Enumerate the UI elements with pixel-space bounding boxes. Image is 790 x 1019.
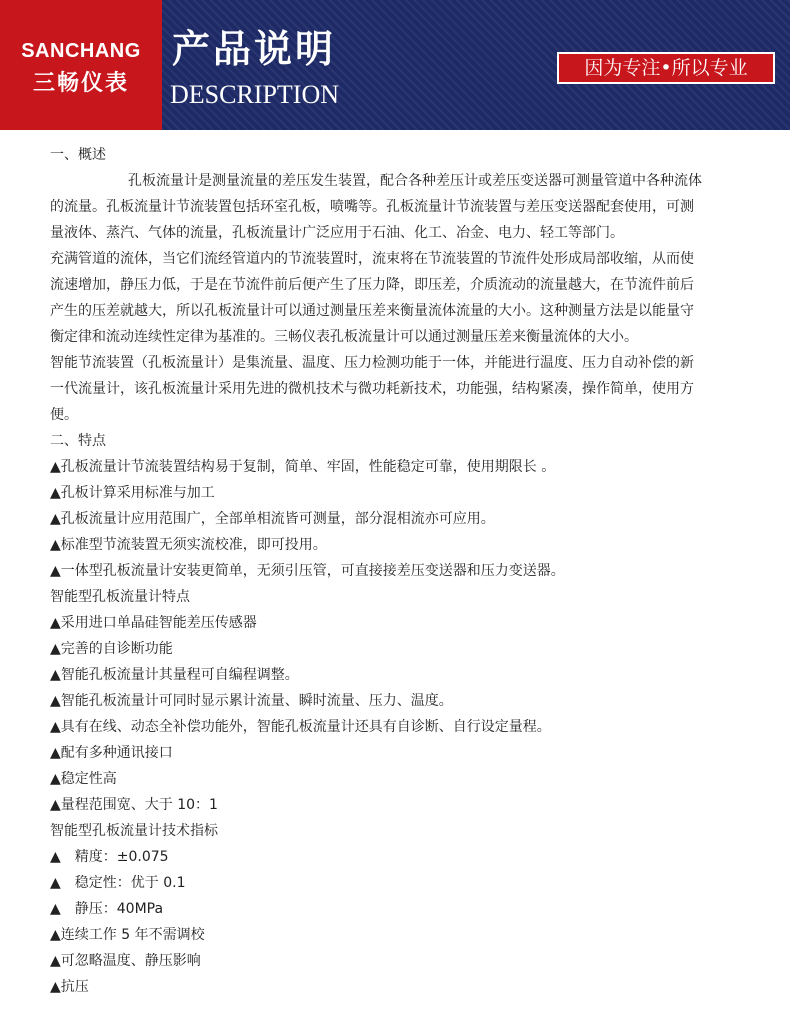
feature-item: ▲智能孔板流量计其量程可自编程调整。 xyxy=(50,667,299,683)
spec-item: ▲ 稳定性：优于 0.1 xyxy=(50,875,186,891)
feature-item: ▲具有在线、动态全补偿功能外，智能孔板流量计还具有自诊断、自行设定量程。 xyxy=(50,719,551,735)
paragraph-line: 流速增加，静压力低，于是在节流件前后便产生了压力降，即压差，介质流动的流量越大，在节流件前后 xyxy=(50,277,694,293)
paragraph-line: 智能节流装置（孔板流量计）是集流量、温度、压力检测功能于一体，并能进行温度、压力自动补偿的新 xyxy=(50,355,694,371)
paragraph-line: 充满管道的流体，当它们流经管道内的节流装置时，流束将在节流装置的节流件处形成局部收缩，从而使 xyxy=(50,251,694,267)
paragraph-line: 产生的压差就越大，所以孔板流量计可以通过测量压差来衡量流体流量的大小。这种测量方法是以能量守 xyxy=(50,303,694,319)
feature-item: ▲完善的自诊断功能 xyxy=(50,641,173,657)
header-banner xyxy=(0,0,790,130)
page-subtitle: DESCRIPTION xyxy=(170,80,340,109)
feature-item: ▲配有多种通讯接口 xyxy=(50,745,173,761)
paragraph-line: 便。 xyxy=(50,407,78,423)
subsection-heading: 智能型孔板流量计技术指标 xyxy=(50,823,218,839)
feature-item: ▲孔板流量计节流装置结构易于复制，简单、牢固，性能稳定可靠，使用期限长 。 xyxy=(50,459,556,475)
feature-item: ▲量程范围宽、大于 10：1 xyxy=(50,797,218,813)
spec-item: ▲ 静压：40MPa xyxy=(50,901,164,917)
paragraph-line: 一代流量计，该孔板流量计采用先进的微机技术与微功耗新技术，功能强，结构紧凑，操作简单，使用方 xyxy=(50,381,694,397)
feature-item: ▲采用进口单晶硅智能差压传感器 xyxy=(50,615,257,631)
feature-item: ▲标准型节流装置无须实流校准，即可投用。 xyxy=(50,537,327,553)
spec-item: ▲抗压 xyxy=(50,979,89,995)
section-heading: 二、特点 xyxy=(50,433,106,449)
paragraph-line: 衡定律和流动连续性定律为基准的。三畅仪表孔板流量计可以通过测量压差来衡量流体的大小。 xyxy=(50,329,638,345)
paragraph-line: 的流量。孔板流量计节流装置包括环室孔板，喷嘴等。孔板流量计节流装置与差压变送器配套使用，可测 xyxy=(50,199,694,215)
feature-item: ▲智能孔板流量计可同时显示累计流量、瞬时流量、压力、温度。 xyxy=(50,693,453,709)
paragraph-line: 孔板流量计是测量流量的差压发生装置，配合各种差压计或差压变送器可测量管道中各种流体 xyxy=(128,173,702,189)
spec-item: ▲连续工作 5 年不需调校 xyxy=(50,927,205,943)
subsection-heading: 智能型孔板流量计特点 xyxy=(50,589,190,605)
feature-item: ▲孔板流量计应用范围广，全部单相流皆可测量，部分混相流亦可应用。 xyxy=(50,511,495,527)
logo-chinese: 三畅仪表 xyxy=(32,71,129,96)
slogan-badge: 因为专注•所以专业 xyxy=(557,52,775,84)
spec-item: ▲可忽略温度、静压影响 xyxy=(50,953,201,969)
paragraph-line: 量液体、蒸汽、气体的流量，孔板流量计广泛应用于石油、化工、冶金、电力、轻工等部门。 xyxy=(50,225,624,241)
brand-logo xyxy=(0,0,162,130)
feature-item: ▲一体型孔板流量计安装更简单，无须引压管，可直接接差压变送器和压力变送器。 xyxy=(50,563,565,579)
page-title: 产品说明 xyxy=(172,27,337,71)
feature-item: ▲孔板计算采用标准与加工 xyxy=(50,485,215,501)
feature-item: ▲稳定性高 xyxy=(50,771,117,787)
spec-item: ▲ 精度：±0.075 xyxy=(50,849,169,865)
logo-english: SANCHANG xyxy=(21,40,141,62)
section-heading: 一、概述 xyxy=(50,147,106,163)
